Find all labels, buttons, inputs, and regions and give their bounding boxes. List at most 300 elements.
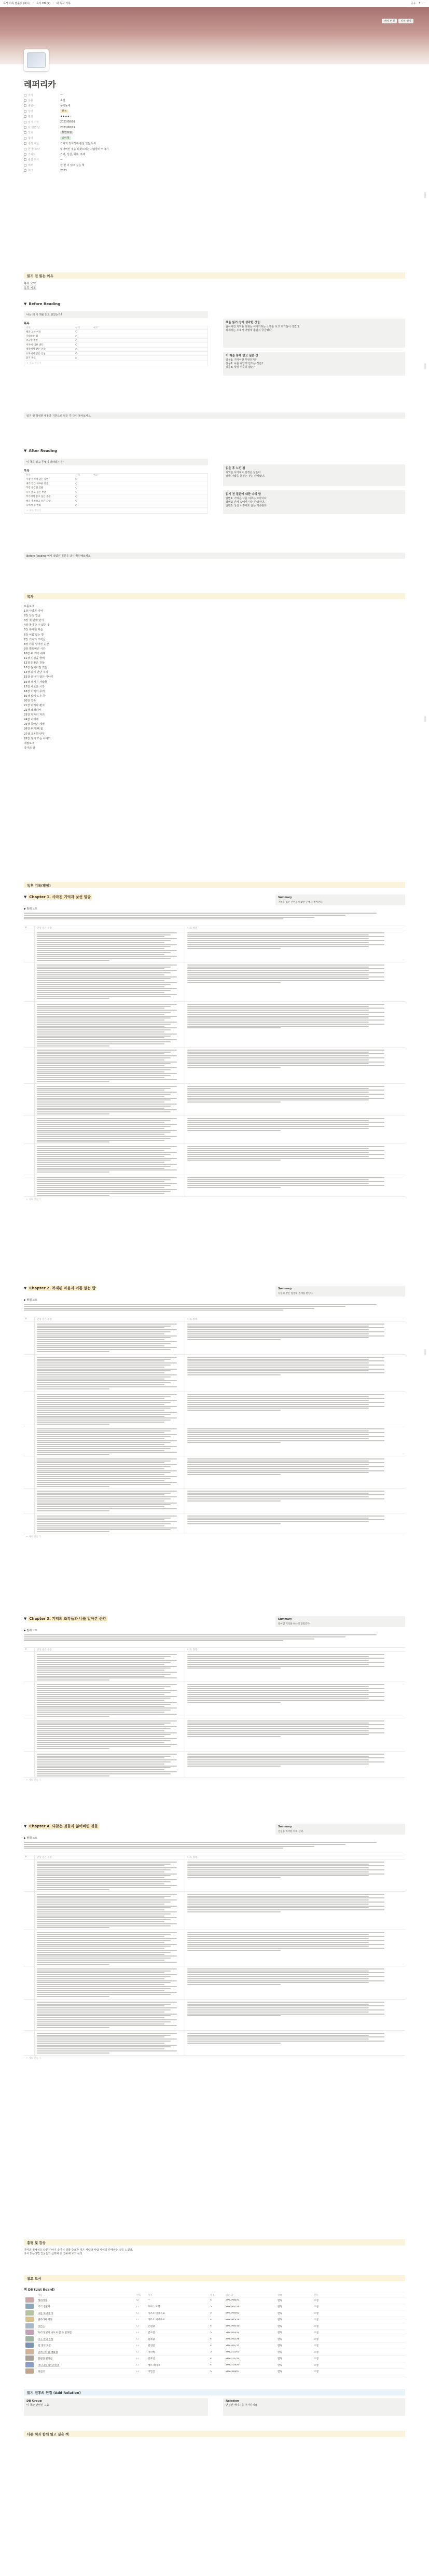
- text-line: [187, 1462, 384, 1463]
- excerpt-column-header[interactable]: #: [25, 1318, 27, 1320]
- text-line: [37, 1980, 177, 1981]
- book-db-cell[interactable]: ☐: [136, 2312, 139, 2315]
- breadcrumb-2[interactable]: 독서 DB (2): [36, 2, 51, 5]
- contents-item[interactable]: 13장 잃어버린 것들: [24, 666, 47, 670]
- book-db-row[interactable]: [24, 2369, 405, 2376]
- text-line: [37, 1982, 171, 1983]
- text-line: [187, 1367, 369, 1368]
- contents-item[interactable]: 3장 첫 번째 단서: [24, 619, 44, 623]
- book-db-cell[interactable]: ☐: [136, 2357, 139, 2360]
- text-line: [187, 1183, 369, 1184]
- toc-link-summary[interactable]: 목차 요약: [24, 282, 36, 285]
- property-row[interactable]: [24, 141, 405, 146]
- db-column-header[interactable]: 상태: [75, 327, 80, 329]
- toggle-arrow-icon[interactable]: ▼: [24, 895, 27, 899]
- property-type-icon: [24, 169, 26, 172]
- text-line: [187, 1869, 384, 1870]
- property-value[interactable]: 기억, 상실, 회복, 복제: [60, 153, 86, 156]
- before-questions-callout: [223, 352, 405, 376]
- book-db-cell: 가즈오 이시구로: [148, 2312, 165, 2315]
- more-icon[interactable]: ⋯: [423, 2, 426, 5]
- contents-item[interactable]: 7장 기억의 조각들: [24, 638, 46, 641]
- before-reading-heading[interactable]: [24, 302, 405, 306]
- book-db-cell[interactable]: ☐: [136, 2364, 139, 2367]
- text-line: [187, 1656, 369, 1657]
- reposition-button[interactable]: 위치 변경: [398, 19, 413, 23]
- excerpt-row[interactable]: [24, 1002, 405, 1048]
- text-line: [37, 1704, 171, 1705]
- db-column-header[interactable]: 메모: [93, 327, 98, 329]
- contents-item[interactable]: 4장 돌아갈 수 없는 곳: [24, 624, 50, 627]
- contents-item[interactable]: 9장 멈춰버린 시간: [24, 647, 46, 651]
- text-line: [37, 1031, 164, 1032]
- excerpt-thought: [185, 2000, 405, 2030]
- book-db-row[interactable]: [24, 2362, 405, 2369]
- property-key-label: 출판사: [28, 104, 36, 108]
- text-line: [187, 1764, 369, 1765]
- text-line: [37, 1420, 171, 1421]
- property-row[interactable]: [24, 157, 405, 162]
- text-line: [37, 1372, 164, 1373]
- excerpt-index: [24, 2000, 34, 2030]
- text-line: [37, 1950, 177, 1951]
- excerpt-row[interactable]: [24, 1456, 405, 1489]
- excerpt-quote: [34, 1048, 185, 1083]
- share-button[interactable]: 공유: [410, 2, 416, 5]
- db-row[interactable]: [24, 490, 207, 494]
- contents-item[interactable]: 프롤로그: [24, 605, 35, 608]
- text-line: [37, 1761, 171, 1762]
- property-value[interactable]: 완독: [60, 109, 68, 113]
- excerpt-row[interactable]: [24, 1175, 405, 1197]
- new-row-button[interactable]: + 새로 만들기: [26, 509, 41, 512]
- excerpt-index: [24, 2031, 34, 2055]
- db-row[interactable]: [24, 499, 207, 503]
- excerpt-row[interactable]: [24, 1930, 405, 1966]
- book-db-cell[interactable]: ☑: [136, 2299, 139, 2302]
- text-line: [37, 1748, 109, 1749]
- contents-item[interactable]: 12장 되찾은 것들: [24, 662, 45, 665]
- new-row-button[interactable]: + 새로 만들기: [26, 1199, 41, 1201]
- excerpt-toggle[interactable]: ▶ 발췌 노트: [24, 907, 38, 911]
- property-key-label: 상태: [28, 109, 33, 113]
- excerpt-table-header: [24, 926, 405, 930]
- text-line: [187, 1333, 369, 1334]
- excerpt-column-header[interactable]: 인상 깊은 문장: [34, 1317, 185, 1322]
- contents-item[interactable]: 25장 돌아온 계절: [24, 723, 45, 726]
- text-line: [37, 1384, 164, 1385]
- toggle-arrow-icon[interactable]: ▼: [24, 1286, 27, 1290]
- db-column-header[interactable]: 메모: [93, 474, 98, 477]
- text-line: [187, 1006, 369, 1007]
- text-line: [37, 1111, 171, 1112]
- contents-item[interactable]: 6장 이름 없는 방: [24, 633, 44, 637]
- text-line: [37, 1773, 171, 1774]
- db-column-header[interactable]: 항목: [26, 474, 31, 477]
- text-line: [187, 1906, 384, 1907]
- book-db-column-header[interactable]: 이름: [38, 2294, 43, 2297]
- text-line: [37, 1756, 171, 1757]
- contents-item[interactable]: 8장 너를 알아본 순간: [24, 642, 49, 646]
- text-line: [37, 1871, 164, 1872]
- book-db-column-header[interactable]: 저자: [148, 2294, 153, 2297]
- text-line: [37, 1865, 164, 1866]
- excerpt-quote: [34, 2000, 185, 2030]
- book-db-cell: 2023/08/21: [226, 2299, 240, 2302]
- excerpt-row[interactable]: [24, 1489, 405, 1513]
- toggle-arrow-icon[interactable]: ▼: [24, 449, 27, 453]
- excerpt-row[interactable]: [24, 1116, 405, 1144]
- text-line: [187, 1008, 384, 1009]
- toggle-arrow-icon[interactable]: ▼: [24, 302, 27, 306]
- after-reading-heading[interactable]: [24, 449, 405, 453]
- text-line: [37, 1016, 177, 1017]
- text-line: [187, 1438, 369, 1439]
- text-line: [37, 1347, 177, 1348]
- property-row[interactable]: [24, 130, 405, 135]
- book-db-cell[interactable]: ☐: [136, 2318, 139, 2321]
- property-value[interactable]: 2023: [60, 169, 67, 172]
- contents-item[interactable]: 1장 사라진 기억: [24, 610, 43, 613]
- change-cover-button[interactable]: 커버 변경: [382, 19, 397, 23]
- property-value[interactable]: 2023/08/01: [60, 120, 75, 124]
- property-value[interactable]: 종이책: [60, 136, 71, 140]
- text-line: [37, 2027, 109, 2028]
- text-line: [37, 1006, 171, 1007]
- text-line: [187, 978, 369, 979]
- text-line: [37, 1101, 164, 1103]
- db-row[interactable]: [24, 503, 207, 507]
- contents-item[interactable]: 28장 다시 쓰는 이야기: [24, 737, 51, 740]
- db-row[interactable]: [24, 343, 207, 347]
- book-db-cell[interactable]: ☐: [136, 2351, 139, 2354]
- text-line: [37, 1331, 171, 1332]
- property-row[interactable]: [24, 162, 405, 168]
- book-db-row[interactable]: [24, 2317, 405, 2324]
- text-line: [37, 1004, 177, 1005]
- excerpt-row[interactable]: [24, 1752, 405, 1778]
- contents-item[interactable]: 18장 기억의 무게: [24, 690, 45, 693]
- property-row[interactable]: [24, 168, 405, 173]
- contents-item[interactable]: 22장 레퍼리카: [24, 709, 41, 712]
- book-db-cell: 소설: [314, 2351, 319, 2354]
- db-column-header[interactable]: 항목: [26, 327, 31, 329]
- breadcrumb-1[interactable]: 독서 기록 템플릿 (예시): [3, 2, 31, 5]
- excerpt-row[interactable]: [24, 1682, 405, 1718]
- db-cell: ○: [75, 330, 77, 334]
- db-row[interactable]: [24, 481, 207, 486]
- contents-item[interactable]: 에필로그: [24, 741, 35, 745]
- book-db-cell: 4: [210, 2318, 212, 2321]
- excerpt-thought: [185, 1116, 405, 1144]
- text-line: [187, 1660, 369, 1661]
- book-db-cell: 3: [210, 2351, 212, 2354]
- property-value[interactable]: 문학동네: [60, 104, 71, 108]
- excerpt-table-header: [24, 1648, 405, 1652]
- db-cell: ○: [75, 339, 77, 342]
- db-row[interactable]: [24, 352, 207, 356]
- text-line: [187, 1148, 369, 1149]
- text-line: [187, 2009, 384, 2010]
- excerpt-toggle[interactable]: ▶ 발췌 노트: [24, 1837, 38, 1840]
- property-row[interactable]: [24, 103, 405, 108]
- toggle-arrow-icon[interactable]: ▼: [24, 1824, 27, 1828]
- text-line: [37, 1043, 164, 1044]
- book-db-column-header[interactable]: 완독: [136, 2294, 141, 2297]
- contents-item[interactable]: 27장 조용한 안부: [24, 732, 45, 736]
- excerpt-column-header[interactable]: 나의 생각: [185, 1317, 405, 1322]
- new-row-button[interactable]: + 새로 만들기: [26, 1779, 41, 1782]
- text-line: [187, 1902, 384, 1903]
- text-line: [37, 1057, 171, 1058]
- topbar-actions: [411, 2, 426, 5]
- contents-item[interactable]: 10장 두 개의 세계: [24, 652, 46, 655]
- new-row-button[interactable]: + 새로 만들기: [26, 1536, 41, 1538]
- excerpt-row[interactable]: [24, 1355, 405, 1392]
- excerpt-row[interactable]: [24, 1084, 405, 1116]
- text-line: [24, 918, 283, 919]
- contents-item[interactable]: 2장 낯선 얼굴: [24, 614, 40, 618]
- text-line: [37, 1472, 171, 1473]
- summary-text: 자신과 같은 얼굴의 존재를 만난다.: [278, 1292, 314, 1295]
- excerpt-row[interactable]: [24, 962, 405, 1002]
- excerpt-index: [24, 1321, 34, 1354]
- page-icon[interactable]: [24, 49, 49, 71]
- property-value[interactable]: —: [60, 93, 63, 97]
- text-line: [187, 1052, 369, 1053]
- db-column-header[interactable]: 상태: [75, 474, 80, 477]
- text-line: [187, 1936, 384, 1937]
- property-row[interactable]: [24, 98, 405, 103]
- text-line: [37, 1706, 164, 1707]
- book-db-cell[interactable]: ☐: [136, 2331, 139, 2334]
- page-title[interactable]: 레퍼리카: [24, 79, 56, 89]
- book-db-row[interactable]: [24, 2310, 405, 2317]
- excerpt-row[interactable]: [24, 1718, 405, 1752]
- property-value[interactable]: 한 번 더 읽고 싶은 책: [60, 163, 85, 167]
- text-line: [37, 1362, 177, 1363]
- excerpt-column-header[interactable]: 나의 생각: [185, 1647, 405, 1652]
- book-db-row[interactable]: [24, 2323, 405, 2330]
- book-db-row[interactable]: [24, 2297, 405, 2304]
- db-row[interactable]: [24, 356, 207, 360]
- property-row[interactable]: [24, 151, 405, 157]
- book-db-cell: 기억 전달자: [38, 2306, 50, 2309]
- excerpt-row[interactable]: [24, 1892, 405, 1930]
- contents-item[interactable]: 21장 마지막 편지: [24, 704, 45, 707]
- excerpt-row[interactable]: [24, 1048, 405, 1084]
- excerpt-quote: [34, 1116, 185, 1144]
- property-value[interactable]: 기억과 정체성에 관심 있는 독자: [60, 142, 96, 146]
- property-value[interactable]: 잃어버린 것을 되찾으려는 사람들의 이야기: [60, 147, 109, 151]
- text-line: [187, 1434, 369, 1435]
- text-line: [37, 1883, 164, 1884]
- property-row[interactable]: [24, 119, 405, 125]
- excerpt-table-header: [24, 1855, 405, 1859]
- text-line: [37, 2019, 177, 2020]
- excerpt-row[interactable]: [24, 1652, 405, 1682]
- contents-item[interactable]: 14장 다시 만난 우리: [24, 671, 48, 674]
- text-line: [37, 1491, 177, 1492]
- contents-item[interactable]: 17장 새로운 시작: [24, 685, 45, 688]
- property-value[interactable]: 장편소설: [60, 131, 73, 134]
- text-line: [37, 972, 171, 973]
- excerpt-row[interactable]: [24, 1426, 405, 1456]
- new-row-button[interactable]: + 새로 만들기: [26, 2057, 41, 2060]
- excerpt-column-header[interactable]: 나의 생각: [185, 926, 405, 931]
- book-db-cell[interactable]: ☐: [136, 2344, 139, 2347]
- property-row[interactable]: [24, 125, 405, 130]
- contents-item[interactable]: 5장 복제된 마음: [24, 628, 43, 632]
- property-type-icon: [24, 164, 26, 167]
- text-line: [37, 1195, 109, 1196]
- db-row[interactable]: [24, 339, 207, 343]
- db-row[interactable]: [24, 477, 207, 481]
- excerpt-column-header[interactable]: #: [25, 1648, 27, 1651]
- db-row[interactable]: [24, 495, 207, 499]
- excerpt-row[interactable]: [24, 930, 405, 962]
- excerpt-column-header[interactable]: #: [25, 927, 27, 929]
- excerpt-row[interactable]: [24, 1392, 405, 1426]
- contents-item[interactable]: 작가의 말: [24, 746, 35, 750]
- text-line: [187, 1062, 384, 1063]
- before-reading-block: [24, 302, 405, 306]
- excerpt-column-header[interactable]: 인상 깊은 문장: [34, 1855, 185, 1860]
- text-line: [24, 1848, 283, 1849]
- db-row[interactable]: [24, 486, 207, 490]
- property-row[interactable]: [24, 114, 405, 119]
- excerpt-column-header[interactable]: #: [25, 1856, 27, 1858]
- text-line: [37, 1450, 164, 1451]
- toggle-arrow-icon[interactable]: ▼: [24, 1617, 27, 1621]
- text-line: [37, 1921, 164, 1922]
- contents-item[interactable]: 26장 두 번째 봄: [24, 727, 43, 731]
- text-line: [187, 1065, 384, 1066]
- text-line: [187, 1329, 369, 1330]
- text-line: [37, 1367, 164, 1368]
- contents-item[interactable]: 19장 빛이 드는 창: [24, 694, 46, 698]
- text-line: [187, 948, 281, 949]
- text-line: [37, 1462, 164, 1463]
- text-line: [37, 1992, 177, 1993]
- excerpt-row[interactable]: [24, 1966, 405, 2000]
- text-line: [37, 1766, 177, 1767]
- book-db-row[interactable]: [24, 2349, 405, 2356]
- excerpt-row[interactable]: [24, 1859, 405, 1892]
- excerpt-toggle[interactable]: ▶ 발췌 노트: [24, 1629, 38, 1632]
- text-line: [187, 2035, 369, 2036]
- book-db-title[interactable]: 책 DB (List Board): [24, 2288, 55, 2292]
- contents-item[interactable]: 11장 진실을 향해: [24, 657, 45, 660]
- book-cover-image: [25, 2355, 34, 2361]
- new-row-button[interactable]: + 새로 만들기: [26, 362, 41, 365]
- text-line: [37, 1369, 177, 1370]
- db-row[interactable]: [24, 348, 207, 352]
- excerpt-row[interactable]: [24, 1513, 405, 1534]
- contents-item[interactable]: 16장 남겨진 사람들: [24, 680, 47, 684]
- db-cell: ○: [75, 486, 77, 489]
- contents-item[interactable]: 24장 너에게: [24, 718, 39, 722]
- book-db-column-header[interactable]: 상태: [278, 2294, 282, 2297]
- book-db-cell[interactable]: ☐: [136, 2325, 139, 2328]
- excerpt-row[interactable]: [24, 2000, 405, 2031]
- excerpt-column-header[interactable]: 인상 깊은 문장: [34, 1647, 185, 1652]
- excerpt-toggle[interactable]: ▶ 발췌 노트: [24, 1299, 38, 1302]
- book-db-row[interactable]: [24, 2330, 405, 2337]
- book-db-cell[interactable]: ☐: [136, 2305, 139, 2308]
- contents-item[interactable]: 15장 끝나지 않은 이야기: [24, 676, 53, 679]
- excerpt-row[interactable]: [24, 2031, 405, 2056]
- text-line: [37, 1404, 164, 1405]
- book-db-row[interactable]: [24, 2343, 405, 2350]
- property-value[interactable]: ★★★★☆: [60, 115, 72, 118]
- book-db-cell: 소설: [314, 2306, 319, 2309]
- book-db-cell[interactable]: ☐: [136, 2338, 139, 2341]
- text-line: [187, 1339, 281, 1340]
- text-line: [37, 1732, 177, 1733]
- property-row[interactable]: [24, 146, 405, 151]
- excerpt-thought: [185, 2031, 405, 2055]
- book-db-cell[interactable]: ☐: [136, 2370, 139, 2373]
- db-row[interactable]: [24, 330, 207, 334]
- toc-link-log[interactable]: 독후 기록: [24, 287, 36, 290]
- excerpt-row[interactable]: [24, 1144, 405, 1175]
- book-db-column-header[interactable]: 분류: [314, 2294, 319, 2297]
- db-row[interactable]: [24, 334, 207, 338]
- scroll-marker: [424, 1349, 426, 1355]
- book-cover-image: [25, 2323, 34, 2329]
- book-db-row[interactable]: [24, 2356, 405, 2363]
- excerpt-index: [24, 1116, 34, 1144]
- text-line: [37, 1869, 171, 1870]
- text-line: [37, 1978, 164, 1979]
- property-value[interactable]: 소설: [60, 99, 65, 103]
- text-line: [37, 1158, 177, 1159]
- property-value[interactable]: 2023/08/21: [60, 126, 75, 129]
- excerpt-row[interactable]: [24, 1321, 405, 1355]
- book-thumbnail: [24, 2355, 36, 2362]
- text-line: [187, 1059, 369, 1060]
- property-row[interactable]: [24, 108, 405, 114]
- excerpt-column-header[interactable]: 나의 생각: [185, 1855, 405, 1860]
- book-db-row[interactable]: [24, 2304, 405, 2311]
- book-db-column-header[interactable]: 읽은 날: [226, 2294, 233, 2297]
- book-db-cell: 5: [210, 2312, 212, 2315]
- text-line: [37, 1187, 164, 1188]
- breadcrumb-3[interactable]: 내 독서 기록: [56, 2, 71, 5]
- book-db-cell: 소설: [314, 2332, 319, 2335]
- property-row[interactable]: [24, 92, 405, 98]
- text-line: [37, 1422, 164, 1423]
- text-line: [37, 1104, 177, 1105]
- excerpt-column-header[interactable]: 인상 깊은 문장: [34, 926, 185, 931]
- contents-item[interactable]: 23장 각자의 자리: [24, 713, 45, 717]
- text-line: [37, 1106, 171, 1107]
- text-line: [187, 1179, 369, 1180]
- book-db-row[interactable]: [24, 2336, 405, 2343]
- book-db-column-header[interactable]: 평점: [210, 2294, 215, 2297]
- contents-item[interactable]: 20장 약속: [24, 699, 36, 702]
- property-row[interactable]: [24, 135, 405, 141]
- property-value[interactable]: —: [60, 158, 63, 161]
- text-line: [37, 1962, 177, 1963]
- text-line: [37, 1889, 109, 1890]
- text-line: [37, 934, 171, 935]
- text-line: [37, 2023, 164, 2024]
- text-line: [37, 1658, 164, 1659]
- text-line: [187, 1057, 384, 1058]
- favorite-icon[interactable]: ★: [418, 2, 421, 5]
